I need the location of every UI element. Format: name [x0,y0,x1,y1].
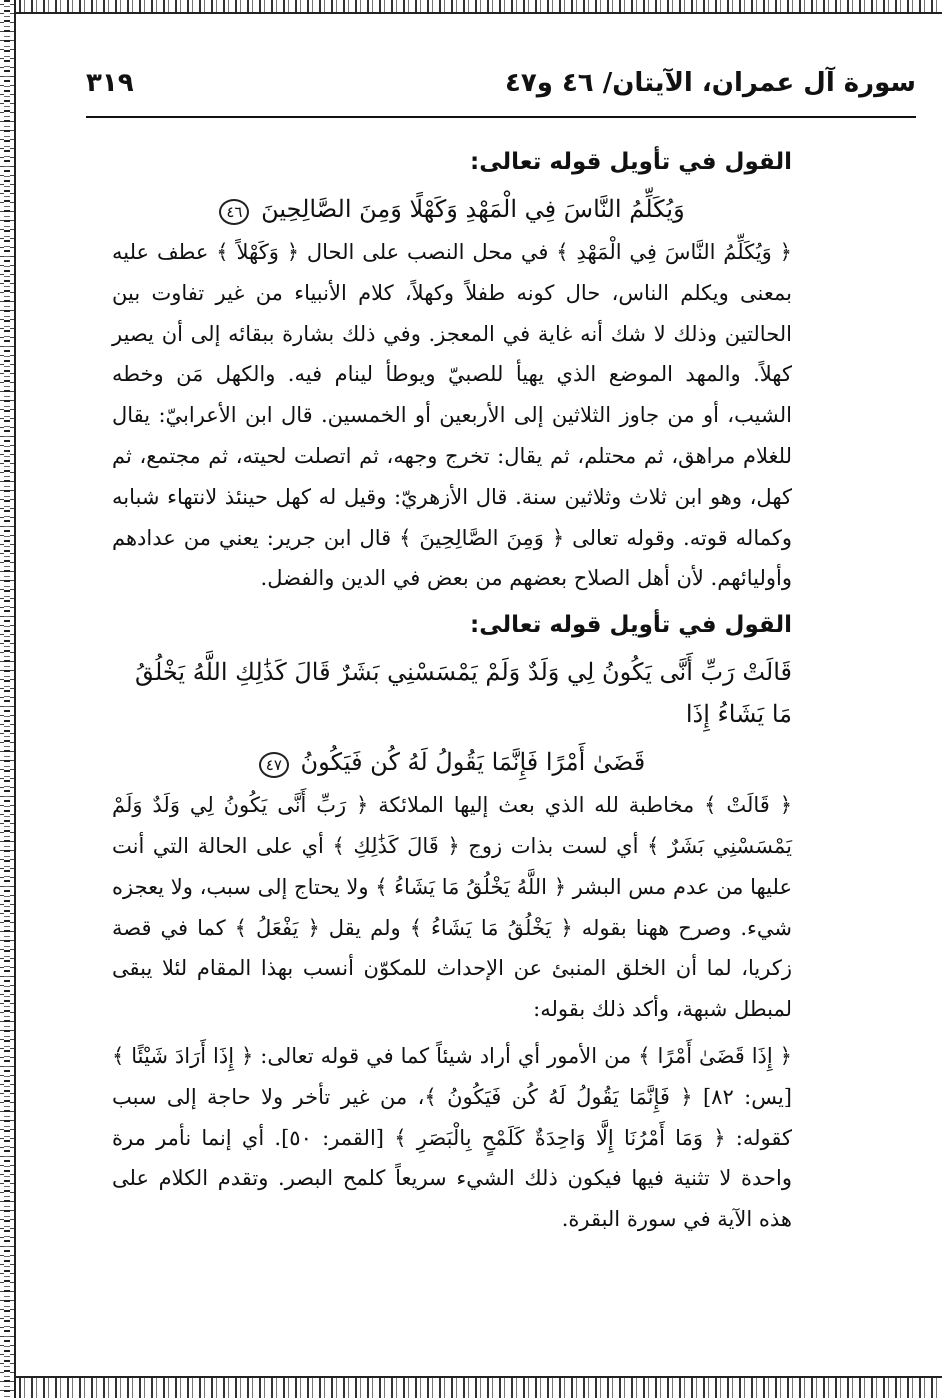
page-header [86,66,916,118]
top-ornament-border [16,0,942,14]
verse-47-line-2 [112,741,792,783]
ayah-number-46: ٤٦ [219,199,249,225]
verse-47-text: قَضَىٰ أَمْرًا فَإِنَّمَا يَقُولُ لَهُ كُن فَيَكُونُ [300,748,646,777]
bottom-ornament-border [16,1376,942,1398]
page-content [112,142,792,1240]
commentary-paragraph-3: ﴿ إِذَا قَضَىٰ أَمْرًا ﴾ من الأمور أي أراد شيئاً كما في قوله تعالى: ﴿ إِذَا أَرَادَ شَيْئًا ﴾ [يس: ٨٢] ﴿ فَإِنَّمَا يَقُولُ لَهُ كُن فَيَكُونُ ﴾، من غير تأخر ولا حاجة إلى سبب كقوله: ﴿ وَمَا أَمْرُنَا إِلَّا وَاحِدَةٌ كَلَمْحٍ بِالْبَصَرِ ﴾ [القمر: ٥٠]. أي إنما نأمر مرة واحدة لا تثنية فيها فيكون ذلك الشيء سريعاً كلمح البصر. وتقدم الكلام على هذه الآية في سورة البقرة. [112,1043,793,1232]
verse-47-line-1: قَالَتْ رَبِّ أَنَّى يَكُونُ لِي وَلَدٌ وَلَمْ يَمْسَسْنِي بَشَرٌ قَالَ كَذَٰلِكِ اللَّهُ يَخْلُقُ مَا يَشَاءُ إِذَا [134,658,792,729]
commentary-paragraph-1: ﴿ وَيُكَلِّمُ النَّاسَ فِي الْمَهْدِ ﴾ في محل النصب على الحال ﴿ وَكَهْلاً ﴾ عطف عليه بمعنى ويكلم الناس، حال كونه طفلاً وكهلاً، كلام الأنبياء من غير تفاوت بين الحالتين وذلك لا شك أنه غاية في المعجز. وفي ذلك بشارة ببقائه إلى أن يصير كهلاً. والمهد الموضع الذي يهيأ للصبيّ ويوطأ لينام فيه. والكهل مَن وخطه الشيب، أو من جاوز الثلاثين إلى الأربعين أو الخمسين. قال ابن الأعرابيّ: يقال للغلام مراهق، ثم محتلم، ثم يقال: تخرج وجهه، ثم اتصلت لحيته، ثم مجتمع، ثم كهل، وهو ابن ثلاث وثلاثين سنة. قال الأزهريّ: وقيل له كهل حينئذ لانتهاء شبابه وكماله قوته. وقوله تعالى ﴿ وَمِنَ الصَّالِحِينَ ﴾ قال ابن جرير: يعني من عدادهم وأوليائهم. لأن أهل الصلاح بعضهم من بعض في الدين والفضل. [112,240,792,591]
running-title: سورة آل عمران، الآيتان/ ٤٦ و٤٧ [504,68,916,98]
commentary-paragraph-2: ﴿ قَالَتْ ﴾ مخاطبة لله الذي بعث إليها الملائكة ﴿ رَبِّ أَنَّى يَكُونُ لِي وَلَدٌ وَلَمْ يَمْسَسْنِي بَشَرٌ ﴾ أي لست بذات زوج ﴿ قَالَ كَذَٰلِكِ ﴾ أي على الحالة التي أنت عليها من عدم مس البشر ﴿ اللَّهُ يَخْلُقُ مَا يَشَاءُ ﴾ ولا يحتاج إلى سبب، ولا يعجزه شيء. وصرح ههنا بقوله ﴿ يَخْلُقُ مَا يَشَاءُ ﴾ ولم يقل ﴿ يَفْعَلُ ﴾ كما في قصة زكريا، لما أن الخلق المنبئ عن الإحداث للمكوّن أنسب بهذا المقام لئلا يبقى لمبطل شبهة، وأكد ذلك بقوله: [112,793,792,1022]
page-number: ٣١٩ [86,68,134,98]
section-heading-2: القول في تأويل قوله تعالى: [470,612,792,639]
ayah-number-47: ٤٧ [259,752,289,778]
left-ornament-border [0,0,16,1398]
verse-46 [112,188,792,230]
section-heading-1: القول في تأويل قوله تعالى: [470,149,792,175]
verse-46-text: وَيُكَلِّمُ النَّاسَ فِي الْمَهْدِ وَكَهْلًا وَمِنَ الصَّالِحِينَ [261,195,685,223]
